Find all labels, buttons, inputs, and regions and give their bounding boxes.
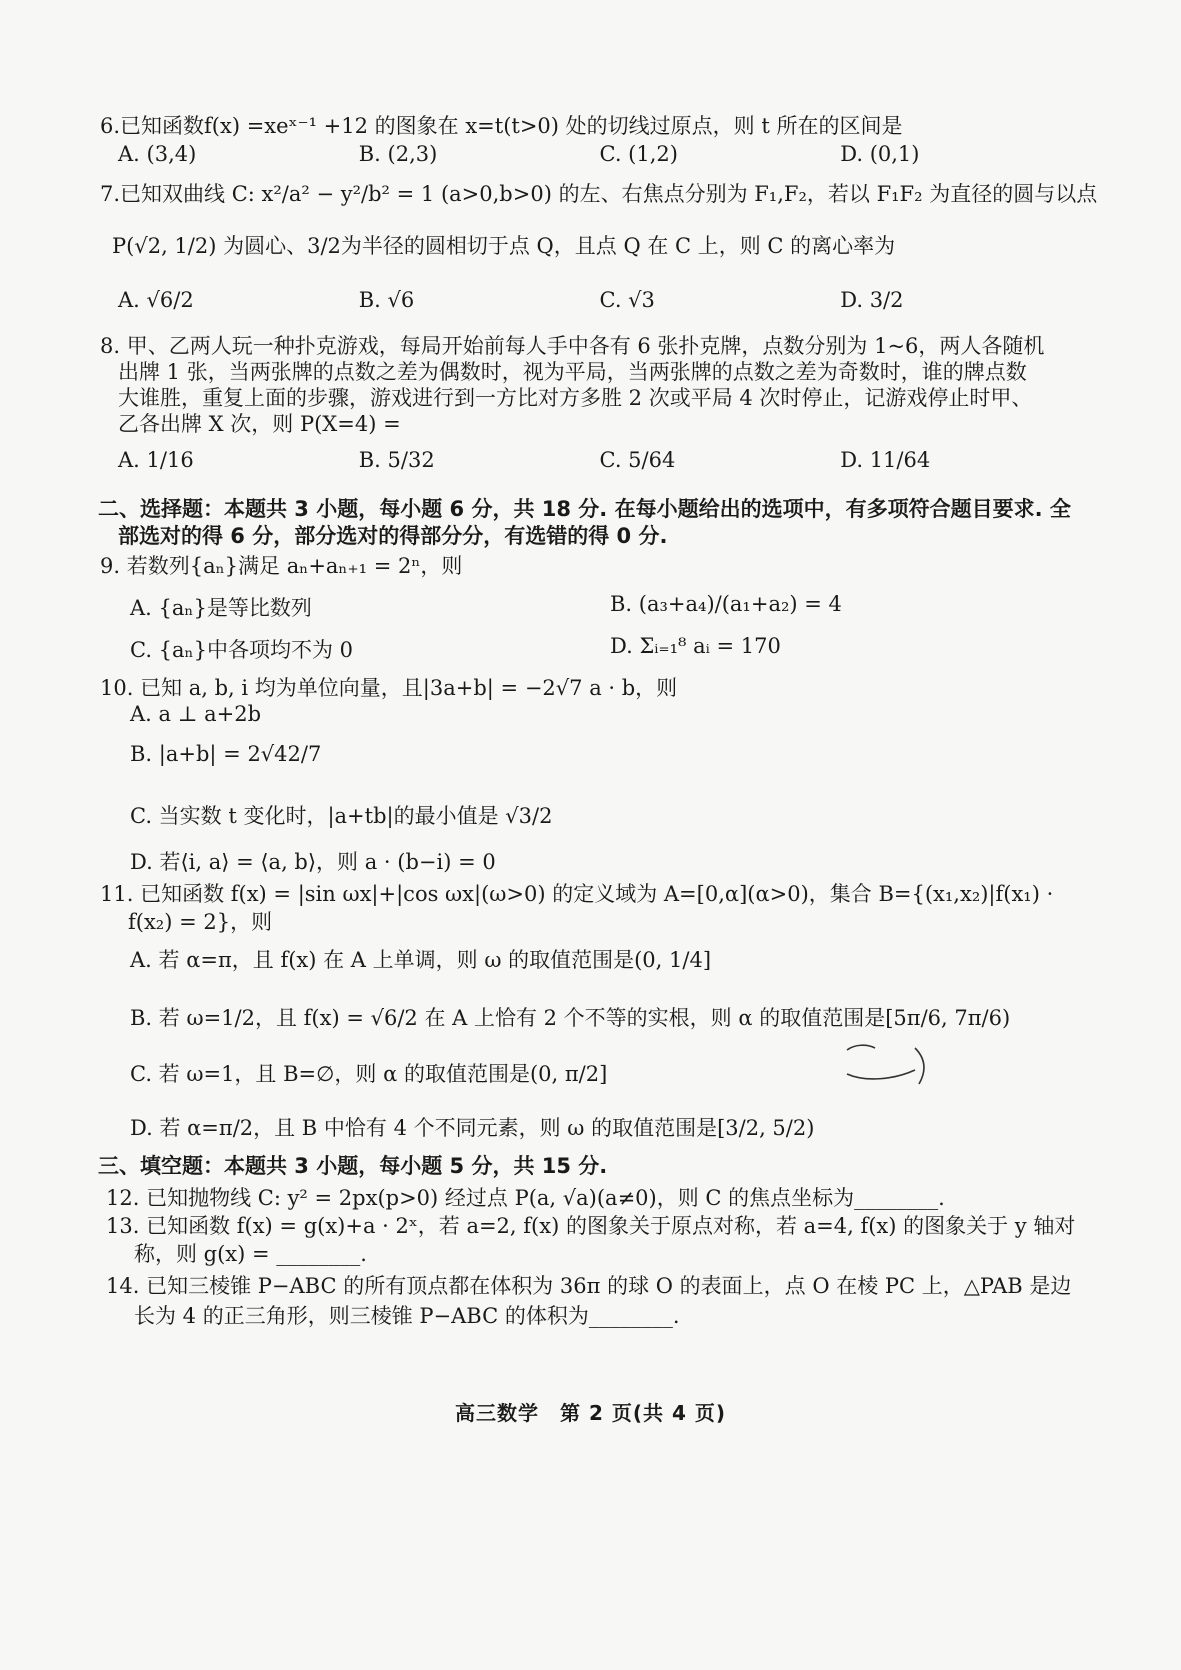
question-12: 12. 已知抛物线 C: y² = 2px(p>0) 经过点 P(a, √a)(a≠0)，则 C 的焦点坐标为________. — [106, 1186, 945, 1210]
question-11-option-c: C. 若 ω=1，且 B=∅，则 α 的取值范围是(0, π/2] — [130, 1062, 608, 1086]
option-c: C. 5/64 — [599, 448, 676, 472]
section-3-heading: 三、填空题：本题共 3 小题，每小题 5 分，共 15 分. — [98, 1154, 608, 1178]
option-b: B. 5/32 — [358, 448, 435, 472]
question-11-option-d: D. 若 α=π/2，且 B 中恰有 4 个不同元素，则 ω 的取值范围是[3/2, 5/2) — [130, 1116, 815, 1140]
question-8-line2: 出牌 1 张，当两张牌的点数之差为偶数时，视为平局，当两张牌的点数之差为奇数时，谁的牌点数 — [118, 360, 1027, 384]
question-10-option-b: B. |a+b| = 2√42/7 — [130, 742, 322, 766]
option-d: D. 11/64 — [840, 448, 931, 472]
question-11-line2: f(x₂) = 2}，则 — [128, 910, 273, 934]
option-d: D. (0,1) — [840, 142, 920, 166]
option-b: B. √6 — [358, 288, 415, 312]
question-14-line2: 长为 4 的正三角形，则三棱锥 P−ABC 的体积为________. — [134, 1304, 680, 1328]
option-a: A. 1/16 — [118, 448, 194, 472]
question-6-stem: 6.已知函数f(x) =xeˣ⁻¹ +12 的图象在 x=t(t>0) 处的切线过原点，则 t 所在的区间是 — [100, 114, 903, 138]
page-footer: 高三数学 第 2 页(共 4 页) — [455, 1401, 726, 1425]
question-10-option-a: A. a ⊥ a+2b — [130, 702, 262, 726]
question-8-line3: 大谁胜，重复上面的步骤，游戏进行到一方比对方多胜 2 次或平局 4 次时停止，记游戏停止时甲、 — [118, 386, 1033, 410]
question-8-line1: 8. 甲、乙两人玩一种扑克游戏，每局开始前每人手中各有 6 张扑克牌，点数分别为 1~6，两人各随机 — [100, 334, 1045, 358]
handwritten-mark — [845, 1040, 929, 1088]
question-7-line1: 7.已知双曲线 C: x²/a² − y²/b² = 1 (a>0,b>0) 的左、右焦点分别为 F₁,F₂，若以 F₁F₂ 为直径的圆与以点 — [100, 182, 1098, 206]
question-7-line2: P(√2, 1/2) 为圆心、3/2为半径的圆相切于点 Q，且点 Q 在 C 上，则 C 的离心率为 — [112, 234, 896, 258]
option-a: A. (3,4) — [118, 142, 197, 166]
question-11-option-b: B. 若 ω=1/2，且 f(x) = √6/2 在 A 上恰有 2 个不等的实根，则 α 的取值范围是[5π/6, 7π/6) — [130, 1006, 1011, 1030]
question-13-line1: 13. 已知函数 f(x) = g(x)+a · 2ˣ，若 a=2, f(x) 的图象关于原点对称，若 a=4, f(x) 的图象关于 y 轴对 — [106, 1214, 1076, 1238]
question-8-line4: 乙各出牌 X 次，则 P(X=4) = — [118, 412, 401, 436]
question-11-option-a: A. 若 α=π，且 f(x) 在 A 上单调，则 ω 的取值范围是(0, 1/4] — [130, 948, 712, 972]
question-9-option-d: D. Σᵢ₌₁⁸ aᵢ = 170 — [610, 634, 781, 658]
section-2-heading-line2: 部选对的得 6 分，部分选对的得部分分，有选错的得 0 分. — [118, 524, 668, 548]
section-2-heading-line1: 二、选择题：本题共 3 小题，每小题 6 分，共 18 分. 在每小题给出的选项中，有多项符合题目要求. 全 — [98, 497, 1071, 521]
question-10-option-d: D. 若⟨i, a⟩ = ⟨a, b⟩，则 a · (b−i) = 0 — [130, 850, 496, 874]
option-d: D. 3/2 — [840, 288, 904, 312]
question-9-stem: 9. 若数列{aₙ}满足 aₙ+aₙ₊₁ = 2ⁿ，则 — [100, 554, 463, 578]
option-a: A. √6/2 — [118, 288, 194, 312]
question-10-option-c: C. 当实数 t 变化时，|a+tb|的最小值是 √3/2 — [130, 804, 553, 828]
option-c: C. √3 — [599, 288, 655, 312]
question-7-options — [118, 288, 1081, 312]
question-10-stem: 10. 已知 a, b, i 均为单位向量，且|3a+b| = −2√7 a · b，则 — [100, 676, 678, 700]
question-6-options — [118, 142, 1081, 166]
question-13-line2: 称，则 g(x) = ________. — [134, 1242, 367, 1266]
question-14-line1: 14. 已知三棱锥 P−ABC 的所有顶点都在体积为 36π 的球 O 的表面上，点 O 在棱 PC 上，△PAB 是边 — [106, 1274, 1072, 1298]
question-8-options — [118, 448, 1081, 472]
question-9-option-b: B. (a₃+a₄)/(a₁+a₂) = 4 — [610, 592, 842, 616]
option-c: C. (1,2) — [599, 142, 678, 166]
question-11-line1: 11. 已知函数 f(x) = |sin ωx|+|cos ωx|(ω>0) 的定义域为 A=[0,α](α>0)，集合 B={(x₁,x₂)|f(x₁) · — [100, 882, 1054, 906]
question-9-option-a: A. {aₙ}是等比数列 — [130, 596, 312, 620]
option-b: B. (2,3) — [358, 142, 438, 166]
question-9-option-c: C. {aₙ}中各项均不为 0 — [130, 638, 354, 662]
